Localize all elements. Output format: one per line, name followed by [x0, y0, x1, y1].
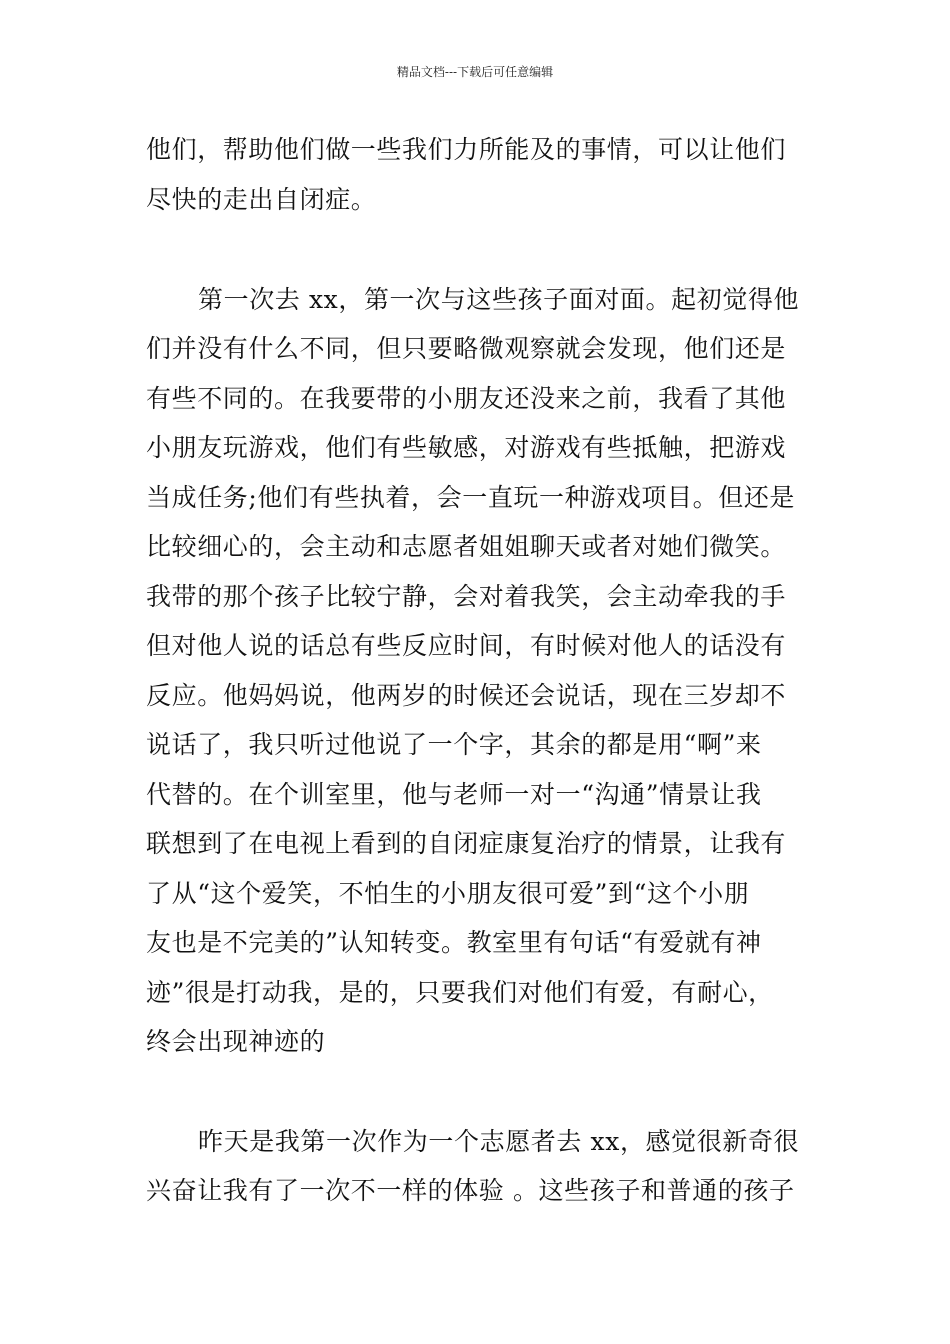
paragraph-2-line-13: 了从“这个爱笑，不怕生的小朋友很可爱”到“这个小朋: [146, 879, 750, 908]
paragraph-2-line-10: 说话了，我只听过他说了一个字，其余的都是用“啊”来: [146, 730, 762, 759]
paragraph-2-line-9: 反应。他妈妈说，他两岁的时候还会说话，现在三岁却不: [146, 681, 787, 710]
paragraph-3-line-1: 昨天是我第一次作为一个志愿者去 xx，感觉很新奇很: [198, 1127, 800, 1156]
paragraph-2-line-11: 代替的。在个训室里，他与老师一对一“沟通”情景让我: [146, 780, 762, 809]
paragraph-2-line-14: 友也是不完美的”认知转变。教室里有句话“有爱就有神: [146, 928, 762, 957]
paragraph-1-line-1: 他们，帮助他们做一些我们力所能及的事情，可以让他们: [146, 135, 787, 164]
paragraph-2-line-2: 们并没有什么不同，但只要略微观察就会发现，他们还是: [146, 334, 787, 363]
paragraph-2-line-3: 有些不同的。在我要带的小朋友还没来之前，我看了其他: [146, 384, 787, 413]
paragraph-2-line-16: 终会出现神迹的: [146, 1027, 326, 1056]
paragraph-3-line-2: 兴奋让我有了一次不一样的体验 。这些孩子和普通的孩子: [146, 1176, 795, 1205]
page-header: 精品文档---下载后可任意编辑: [396, 65, 554, 79]
paragraph-2-line-4: 小朋友玩游戏，他们有些敏感，对游戏有些抵触，把游戏: [146, 433, 787, 462]
paragraph-2-line-12: 联想到了在电视上看到的自闭症康复治疗的情景，让我有: [146, 829, 787, 858]
paragraph-2-line-7: 我带的那个孩子比较宁静，会对着我笑，会主动牵我的手: [146, 582, 787, 611]
paragraph-2-line-1: 第一次去 xx，第一次与这些孩子面对面。起初觉得他: [198, 285, 800, 314]
paragraph-2-line-5: 当成任务;他们有些执着，会一直玩一种游戏项目。但还是: [146, 483, 796, 512]
paragraph-2-line-8: 但对他人说的话总有些反应时间，有时候对他人的话没有: [146, 631, 787, 660]
paragraph-2-line-6: 比较细心的，会主动和志愿者姐姐聊天或者对她们微笑。: [146, 532, 787, 561]
paragraph-2-line-15: 迹”很是打动我，是的，只要我们对他们有爱，有耐心，: [146, 978, 774, 1007]
paragraph-1-line-2: 尽快的走出自闭症。: [146, 185, 377, 214]
